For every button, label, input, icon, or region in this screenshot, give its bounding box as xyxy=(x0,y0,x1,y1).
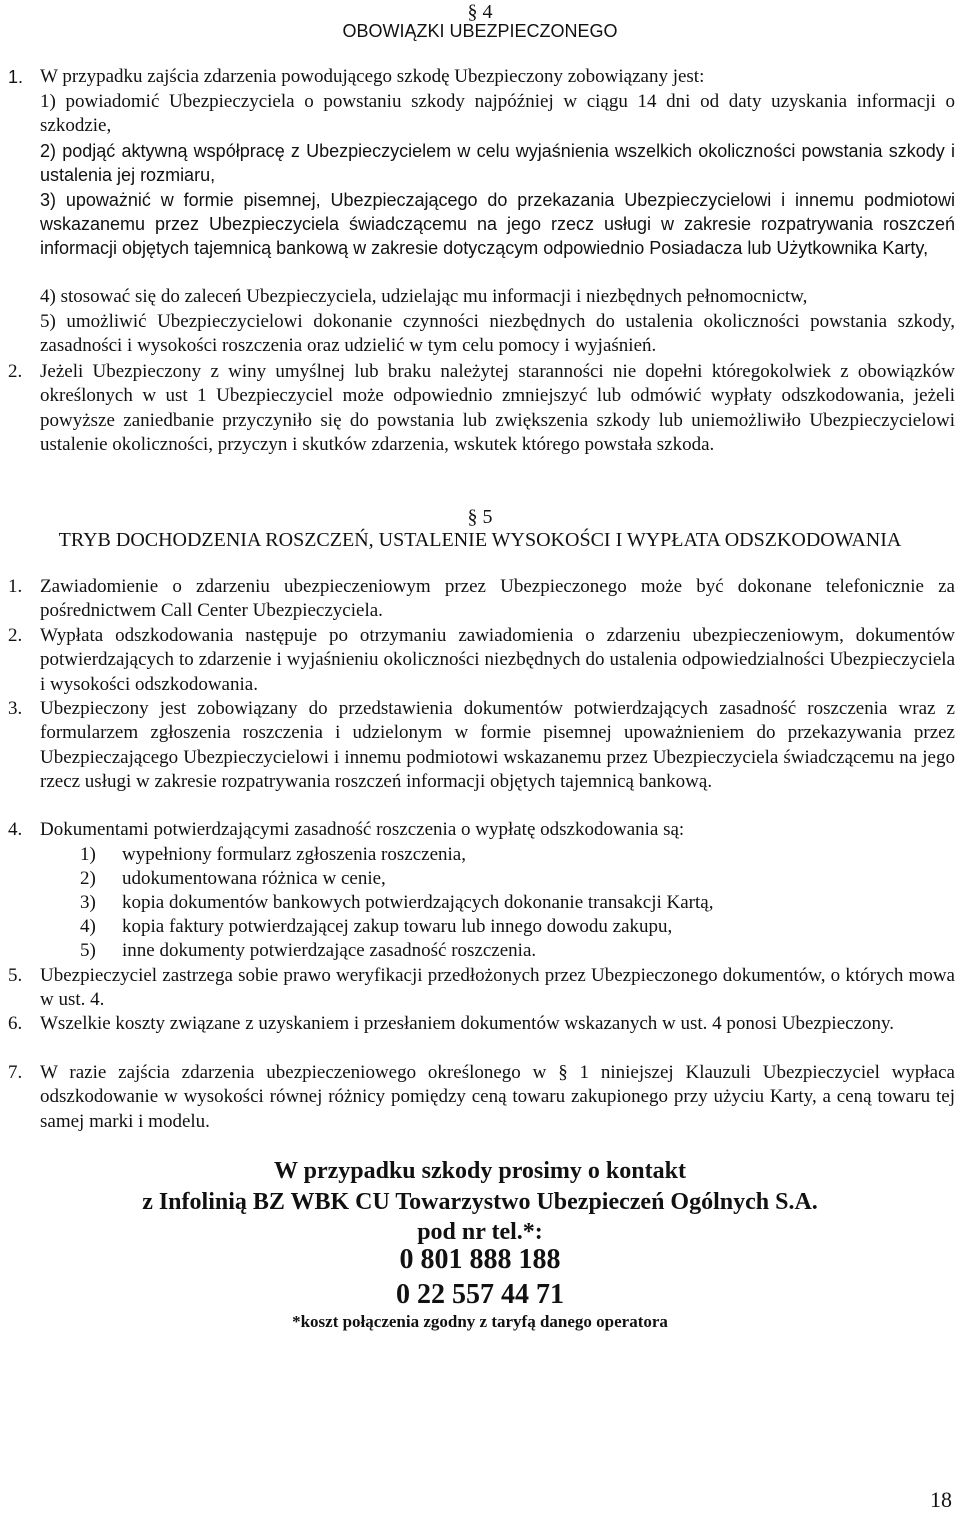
document-list-item-text: inne dokumenty potwierdzające zasadność roszczenia. xyxy=(122,940,537,961)
section-5-title: TRYB DOCHODZENIA ROSZCZEŃ, USTALENIE WYSOKOŚCI I WYPŁATA ODSZKODOWANIA xyxy=(58,529,902,551)
contact-cost-note: *koszt połączenia zgodny z taryfą danego operatora xyxy=(292,1312,668,1331)
document-list-item-text: kopia dokumentów bankowych potwierdzających dokonanie transakcji Kartą, xyxy=(122,892,714,913)
contact-heading: W przypadku szkody prosimy o kontakt xyxy=(274,1158,686,1184)
s5-item-4-number: 4. xyxy=(8,819,23,840)
s5-item-3-text: Ubezpieczony jest zobowiązany do przedstawienia dokumentów potwierdzających zasadność roszczenia wraz z formularzem zgłoszenia roszczenia i udzielonym w formie pisemnej upoważnieniem do przekazywania przez Ubezpieczającego Ubezpieczycielowi i innemu podmiotowi wskazanemu przez Ubezpieczyciela świadczącemu na jego rzecz usługi w zakresie rozpatrywania roszczeń informacji objętych tajemnicą bankową. xyxy=(40,698,955,792)
s4-item-1-sub-4: 4) stosować się do zaleceń Ubezpieczyciela, udzielając mu informacji i niezbędnych pełnomocnictw, xyxy=(40,286,808,307)
section-4-title: OBOWIĄZKI UBEZPIECZONEGO xyxy=(342,21,618,41)
s4-item-1-number: 1. xyxy=(8,67,24,87)
document-list-item-number: 1) xyxy=(80,844,96,865)
s5-item-7-number: 7. xyxy=(8,1062,23,1083)
s5-item-6-text: Wszelkie koszty związane z uzyskaniem i przesłaniem dokumentów wskazanych w ust. 4 ponosi Ubezpieczony. xyxy=(40,1013,895,1034)
s4-item-1-sub-2: 2) podjąć aktywną współpracę z Ubezpieczycielem w celu wyjaśnienia wszelkich okoliczności powstania szkody i ustalenia jej rozmiaru, xyxy=(40,141,955,186)
document-list-item xyxy=(80,843,950,867)
s5-item-5-number: 5. xyxy=(8,965,23,986)
document-list-item xyxy=(80,867,950,891)
section-4-number: § 4 xyxy=(467,1,493,23)
s4-item-1-lead: W przypadku zajścia zdarzenia powodującego szkodę Ubezpieczony zobowiązany jest: xyxy=(40,66,705,87)
s4-item-1-sub-3: 3) upoważnić w formie pisemnej, Ubezpieczającego do przekazania Ubezpieczycielowi i innemu podmiotowi wskazanemu przez Ubezpieczyciela świadczącemu na jego rzecz usługi w zakresie rozpatrywania roszczeń informacji objętych tajemnicą bankową w zakresie dotyczącym odpowiednio Posiadacza lub Użytkownika Karty, xyxy=(40,190,955,259)
s4-item-1-sub-1: 1) powiadomić Ubezpieczyciela o powstaniu szkody najpóźniej w ciągu 14 dni od daty uzyskania informacji o szkodzie, xyxy=(40,91,955,137)
s4-item-2-text: Jeżeli Ubezpieczony z winy umyślnej lub braku należytej staranności nie dopełni któregokolwiek z obowiązków określonych w ust 1 Ubezpieczyciel może odpowiednio zmniejszyć lub odmówić wypłaty odszkodowania, jeżeli powyższe zaniedbanie przyczyniło się do powstania lub zwiększenia szkody lub uniemożliwiło Ubezpieczycielowi ustalenie okoliczności, przyczyn i skutków zdarzenia, wskutek którego powstała szkoda. xyxy=(40,361,955,455)
document-list-item-text: kopia faktury potwierdzającej zakup towaru lub innego dowodu zakupu, xyxy=(122,916,673,937)
page-number: 18 xyxy=(930,1487,952,1512)
document-list-item xyxy=(80,915,950,939)
document-list-item-text: wypełniony formularz zgłoszenia roszczenia, xyxy=(122,844,466,865)
s5-item-7-text: W razie zajścia zdarzenia ubezpieczeniowego określonego w § 1 niniejszej Klauzuli Ubezpieczyciel wypłaca odszkodowanie w wysokości równej różnicy pomiędzy ceną towaru zakupionego przy użyciu Karty, a ceną towaru tej samej marki i modelu. xyxy=(40,1062,955,1132)
s5-item-1-number: 1. xyxy=(8,576,23,597)
s5-item-2-text: Wypłata odszkodowania następuje po otrzymaniu zawiadomienia o zdarzeniu ubezpieczeniowym, dokumentów potwierdzających to zdarzenie i wyjaśnieniu okoliczności niezbędnych do ustalenia odpowiedzialności Ubezpieczyciela i wysokości odszkodowania. xyxy=(40,625,955,695)
document-list-item xyxy=(80,891,950,915)
s5-item-5-text: Ubezpieczyciel zastrzega sobie prawo weryfikacji przedłożonych przez Ubezpieczonego dokumentów, o których mowa w ust. 4. xyxy=(40,965,955,1011)
s5-item-6-number: 6. xyxy=(8,1013,23,1034)
document-list-item xyxy=(80,939,950,963)
contact-phone-2: 0 22 557 44 71 xyxy=(396,1279,564,1310)
s5-item-4-text: Dokumentami potwierdzającymi zasadność roszczenia o wypłatę odszkodowania są: xyxy=(40,819,685,840)
s4-item-2-number: 2. xyxy=(8,361,23,382)
contact-phone-1: 0 801 888 188 xyxy=(399,1244,561,1275)
section-5-number: § 5 xyxy=(467,506,493,528)
document-list-item-text: udokumentowana różnica w cenie, xyxy=(122,868,386,889)
document-list-item-number: 2) xyxy=(80,868,96,889)
contact-insurer-line: z Infolinią BZ WBK CU Towarzystwo Ubezpieczeń Ogólnych S.A. xyxy=(142,1189,818,1215)
s4-item-1-sub-5: 5) umożliwić Ubezpieczycielowi dokonanie czynności niezbędnych do ustalenia okoliczności powstania szkody, zasadności i wysokości roszczenia oraz udzielić w tym celu pomocy i wyjaśnień. xyxy=(40,311,955,357)
s5-item-3-number: 3. xyxy=(8,698,23,719)
s5-item-1-text: Zawiadomienie o zdarzeniu ubezpieczeniowym przez Ubezpieczonego może być dokonane telefonicznie za pośrednictwem Call Center Ubezpieczyciela. xyxy=(40,576,955,622)
document-list-item-number: 3) xyxy=(80,892,96,913)
document-list-item-number: 4) xyxy=(80,916,96,937)
s5-item-2-number: 2. xyxy=(8,625,23,646)
document-list-item-number: 5) xyxy=(80,940,96,961)
contact-phone-label: pod nr tel.*: xyxy=(417,1219,543,1245)
